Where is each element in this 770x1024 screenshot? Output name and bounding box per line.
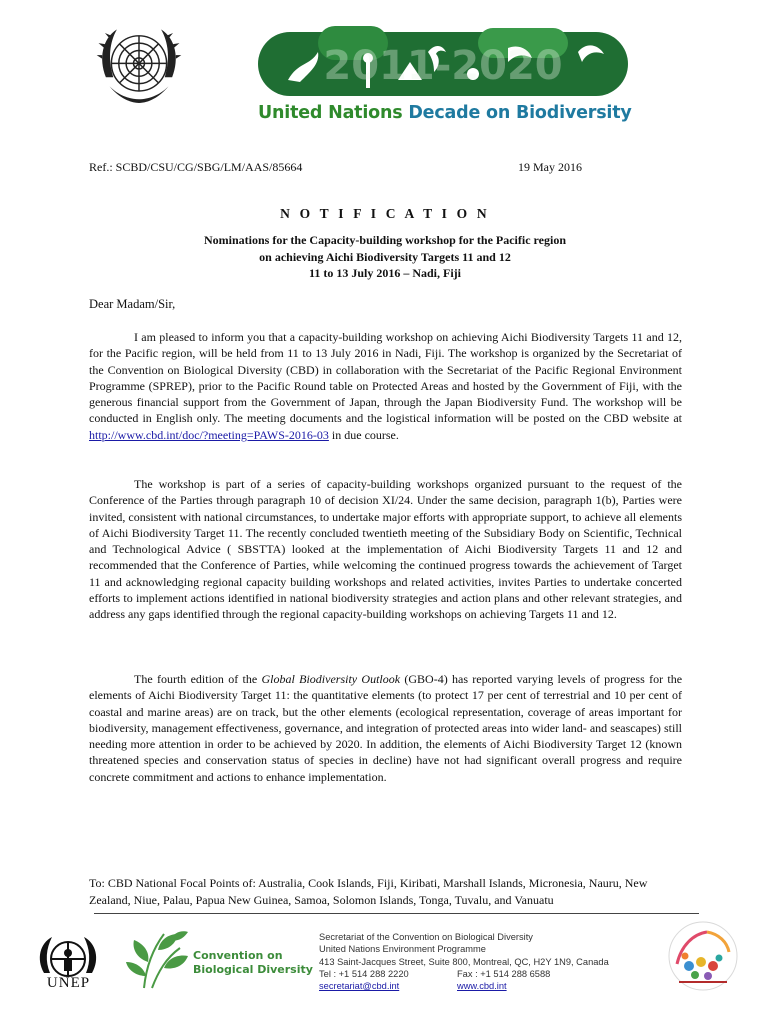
cbd-leaf-logo	[124, 928, 194, 990]
website-link[interactable]: www.cbd.int	[457, 981, 507, 992]
japan-biodiversity-fund-logo	[667, 920, 739, 992]
decade-caption-un: United Nations	[258, 103, 403, 123]
paragraph-1	[89, 329, 682, 443]
paragraph-1-end: in due course.	[331, 427, 399, 442]
decade-on-biodiversity-logo	[258, 22, 628, 102]
secretariat-address	[319, 931, 609, 992]
secretariat-line-3: 413 Saint-Jacques Street, Suite 800, Montreal, QC, H2Y 1N9, Canada	[319, 956, 609, 967]
cbd-label	[193, 949, 313, 977]
footer-divider	[94, 913, 699, 914]
gbo-title: Global Biodiversity Outlook	[261, 672, 401, 686]
cbd-label-line2: Biological Diversity	[193, 963, 313, 976]
paragraph-1-text: I am pleased to inform you that a capacity-building workshop on achieving Aichi Biodiversity Targets 11 and 12, for the Pacific region, will be held from 11 to 13 July 2016 in Nadi, Fiji. The workshop is organized by the Secretariat of the Convention on Biological Diversity (CBD) in collaboration with the Secretariat of the Pacific Regional Environment Programme (SPREP), prior to the Pacific Round table on Protected Areas and hosted by the Government of Fiji, with the generous financial support from the Government of Japan, through the Japan Biodiversity Fund. The workshop will be conducted in English only. The meeting documents and the logistical information will be posted on the CBD website at	[89, 330, 682, 426]
decade-caption-decade: Decade on Biodiversity	[408, 103, 632, 123]
paragraph-3-rest: (GBO-4) has reported varying levels of progress for the elements of Aichi Biodiversity Target 11: the quantitative elements (to protect 17 per cent of terrestrial and 10 per cent of coastal and marine areas) are on track, but the other elements (ecological representation, coverage of areas important for biodiversity, management effectiveness, governance, and integration of protected areas into wider land- and seascapes) still needing more attention in order to be achieved by 2020. In addition, the elements of Aichi Biodiversity Target 12 (known threatened species and conservation status of species in decline) have not had significant overall progress and require concrete commitment and actions to enhance implementation.	[89, 672, 683, 784]
paragraph-3-start: The fourth edition of the	[134, 672, 258, 686]
links-row	[319, 980, 609, 992]
un-emblem-logo	[93, 22, 185, 114]
contact-row	[319, 968, 609, 980]
decade-caption	[258, 103, 632, 129]
reference-number: Ref.: SCBD/CSU/CG/SBG/LM/AAS/85664	[89, 160, 303, 174]
letter-date: 19 May 2016	[518, 160, 582, 174]
subject-line-3: 11 to 13 July 2016 – Nadi, Fiji	[308, 266, 461, 280]
secretariat-line-2: United Nations Environment Programme	[319, 944, 486, 955]
telephone: Tel : +1 514 288 2220	[319, 968, 409, 979]
meeting-link[interactable]: http://www.cbd.int/doc/?meeting=PAWS-2016-03	[89, 427, 329, 442]
addressees: To: CBD National Focal Points of: Australia, Cook Islands, Fiji, Kiribati, Marshall Islands, Micronesia, Nauru, New Zealand, Niue, Palau, Papua New Guinea, Samoa, Solomon Islands, Tonga, Tuvalu, and Vanuatu	[89, 876, 648, 907]
email-link[interactable]: secretariat@cbd.int	[319, 981, 400, 992]
subject-line-2: on achieving Aichi Biodiversity Targets 11 and 12	[259, 250, 511, 264]
notification-heading: N O T I F I C A T I O N	[280, 206, 490, 221]
subject-line-1: Nominations for the Capacity-building workshop for the Pacific region	[203, 233, 566, 247]
cbd-label-line1: Convention on	[193, 949, 283, 962]
unep-label: UNEP	[46, 975, 91, 991]
decade-logo-years: 2011-2020	[323, 43, 563, 89]
paragraph-2: The workshop is part of a series of capacity-building workshops organized pursuant to the request of the Conference of the Parties through paragraph 10 of decision XI/24. Under the same decision, paragraph 1(b), Parties were invited, consistent with national circumstances, to undertake major efforts with appropriate support, to achieve all elements of Aichi Biodiversity Target 11. The recently concluded twentieth meeting of the Subsidiary Body on Scientific, Technical and Technological Advice ( SBSTTA) looked at the implementation of Aichi Biodiversity Targets 11 and 12 and recommended that the Conference of Parties, while welcoming the continued progress towards the achievement of Target 11 and acknowledging regional capacity building workshops and related activities, invites Parties to undertake concerted efforts to implement actions identified in national biodiversity strategies and action plans and other relevant strategies, and address any gaps identified through the regional capacity-building workshops on achieving Targets 11 and 12.	[89, 477, 682, 622]
fax: Fax : +1 514 288 6588	[457, 968, 551, 979]
paragraph-3	[89, 671, 682, 785]
salutation: Dear Madam/Sir,	[89, 297, 176, 311]
secretariat-line-1: Secretariat of the Convention on Biological Diversity	[319, 932, 533, 942]
